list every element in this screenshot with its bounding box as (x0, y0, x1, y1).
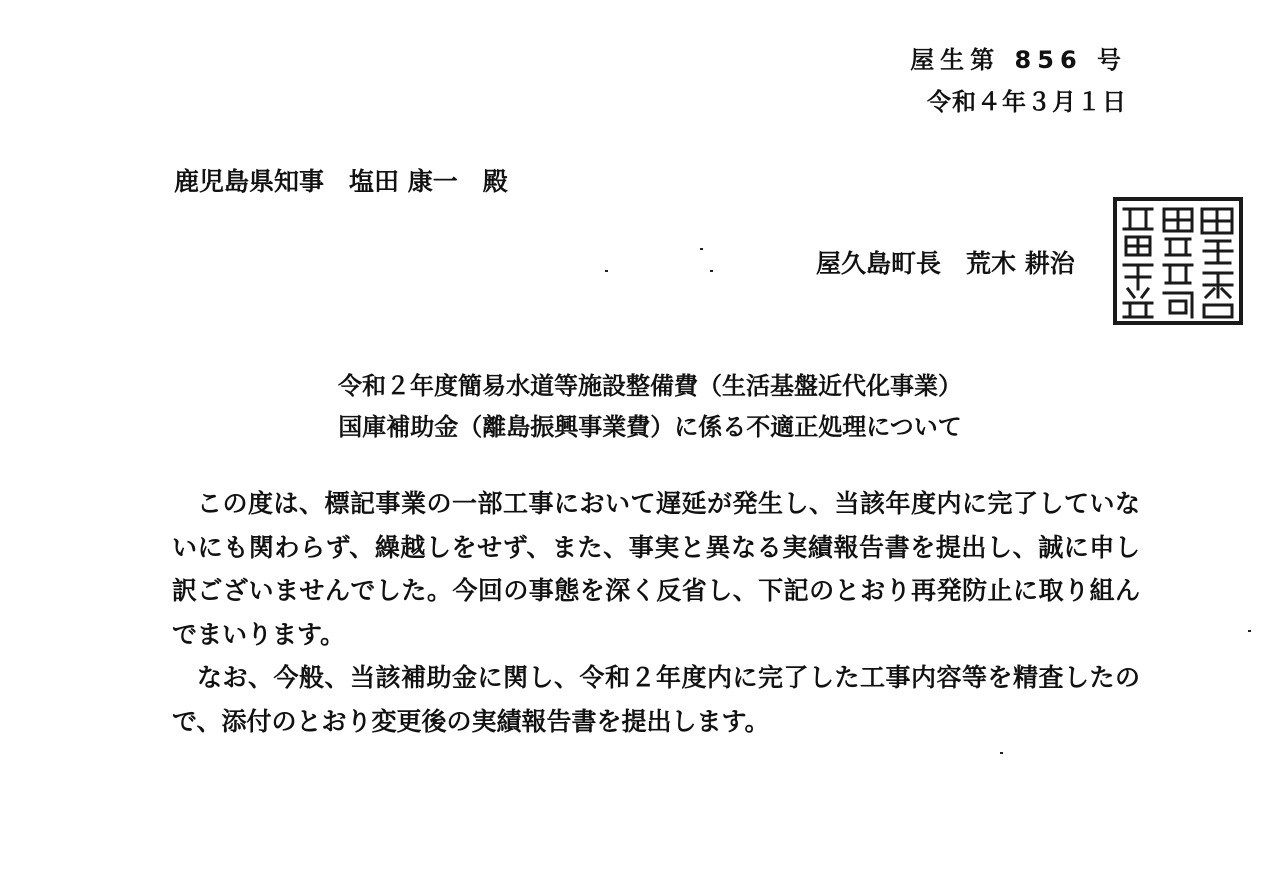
document-date: 令和４年３月１日 (927, 88, 1127, 116)
document-number: 屋生第 856 号 (910, 46, 1127, 74)
subject-line-2: 国庫補助金（離島振興事業費）に係る不適正処理について (338, 413, 962, 441)
subject-line-1: 令和２年度簡易水道等施設整備費（生活基盤近代化事業） (338, 372, 962, 400)
scan-speck (700, 248, 703, 250)
sender-line: 屋久島町長 荒木 耕治 (816, 249, 1075, 278)
scan-speck (1000, 752, 1003, 754)
body-paragraph-2: なお、今般、当該補助金に関し、令和２年度内に完了した工事内容等を精査したので、添付のとおり変更後の実績報告書を提出します。 (172, 663, 1140, 736)
scan-speck (710, 270, 713, 272)
recipient-line: 鹿児島県知事 塩田 康一 殿 (174, 167, 508, 196)
body-paragraph-1: この度は、標記事業の一部工事において遅延が発生し、当該年度内に完了していないにも関わらず、繰越しをせず、また、事実と異なる実績報告書を提出し、誠に申し訳ございませんでした。今回の事態を深く反省し、下記のとおり再発防止に取り組んでまいります。 (172, 489, 1140, 649)
scan-speck (605, 270, 608, 272)
body-text (172, 482, 1140, 743)
official-seal-stamp (1110, 193, 1246, 329)
scan-speck (1248, 630, 1251, 632)
